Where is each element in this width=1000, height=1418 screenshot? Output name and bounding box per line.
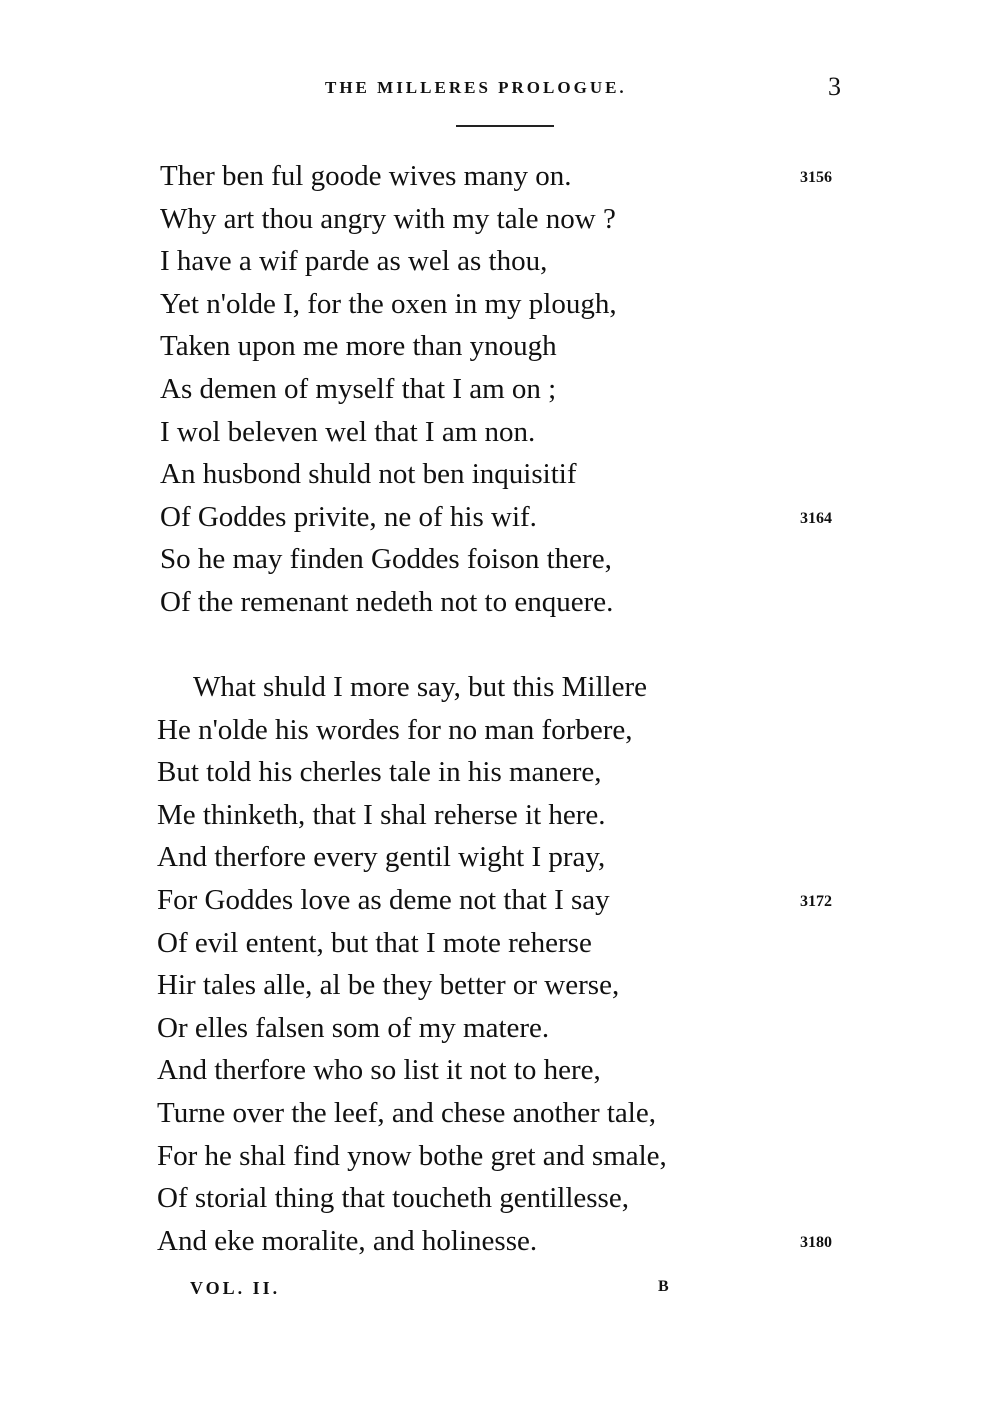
verse-text: Hir tales alle, al be they better or werse,	[157, 969, 620, 1002]
verse-line	[0, 283, 1000, 326]
verse-line	[0, 411, 1000, 454]
verse-line	[0, 794, 1000, 837]
verse-line	[0, 1049, 1000, 1092]
title-rule-divider	[456, 125, 554, 127]
verse-text: For Goddes love as deme not that I say	[157, 883, 610, 916]
verse-line	[0, 836, 1000, 879]
verse-line	[0, 453, 1000, 496]
verse-line	[0, 496, 1000, 539]
verse-text: Why art thou angry with my tale now ?	[160, 202, 616, 235]
running-title: THE MILLERES PROLOGUE.	[325, 78, 627, 97]
verse-line	[0, 922, 1000, 965]
signature-mark: B	[658, 1278, 669, 1295]
verse-line	[0, 709, 1000, 752]
verse-line	[0, 879, 1000, 922]
verse-text: Or elles falsen som of my matere.	[157, 1011, 550, 1044]
verse-text: What shuld I more say, but this Millere	[193, 671, 647, 703]
verse-line	[0, 964, 1000, 1007]
verse-text: I have a wif parde as wel as thou,	[160, 245, 548, 278]
verse-text: And therfore every gentil wight I pray,	[157, 841, 606, 874]
verse-line	[0, 198, 1000, 241]
line-number: 3172	[800, 892, 832, 910]
verse-text: Yet n'olde I, for the oxen in my plough,	[160, 287, 617, 320]
verse-text: He n'olde his wordes for no man forbere,	[157, 713, 633, 746]
line-number: 3164	[800, 509, 832, 527]
verse-text: So he may finden Goddes foison there,	[160, 543, 612, 576]
verse-line	[0, 325, 1000, 368]
verse-text: An husbond shuld not ben inquisitif	[160, 458, 577, 491]
verse-text: I wol beleven wel that I am non.	[160, 415, 536, 448]
verse-line	[0, 581, 1000, 624]
verse-line	[0, 1220, 1000, 1263]
verse-line	[0, 155, 1000, 198]
verse-line	[0, 240, 1000, 283]
page-footer	[0, 1278, 1000, 1308]
stanza-2	[0, 666, 1000, 1262]
line-number: 3180	[800, 1233, 832, 1251]
running-head	[0, 72, 1000, 106]
verse-text: Taken upon me more than ynough	[160, 330, 557, 363]
verse-text: For he shal find ynow bothe gret and smale,	[157, 1139, 667, 1172]
verse-text: As demen of myself that I am on ;	[160, 372, 557, 405]
verse-text: Me thinketh, that I shal reherse it here.	[157, 798, 606, 831]
verse-text: Turne over the leef, and chese another tale,	[157, 1096, 656, 1129]
verse-line	[0, 538, 1000, 581]
verse-line	[0, 1007, 1000, 1050]
verse-text: And therfore who so list it not to here,	[157, 1054, 601, 1087]
verse-text: But told his cherles tale in his manere,	[157, 756, 602, 789]
verse-line	[0, 751, 1000, 794]
verse-line	[0, 1092, 1000, 1135]
verse-text: Of storial thing that toucheth gentillesse,	[157, 1182, 629, 1215]
verse-line	[0, 1135, 1000, 1178]
line-number: 3156	[800, 169, 832, 186]
volume-label: VOL. II.	[190, 1278, 281, 1298]
verse-line	[0, 368, 1000, 411]
verse-text: Of the remenant nedeth not to enquere.	[160, 585, 614, 618]
verse-text: And eke moralite, and holinesse.	[157, 1224, 538, 1257]
verse-text: Of Goddes privite, ne of his wif.	[160, 500, 537, 533]
verse-text: Of evil entent, but that I mote reherse	[157, 926, 592, 959]
verse-line	[0, 1177, 1000, 1220]
verse-line	[0, 666, 1000, 709]
stanza-1	[0, 155, 1000, 624]
verse-text: Ther ben ful goode wives many on.	[160, 160, 572, 192]
page-number: 3	[828, 72, 841, 101]
